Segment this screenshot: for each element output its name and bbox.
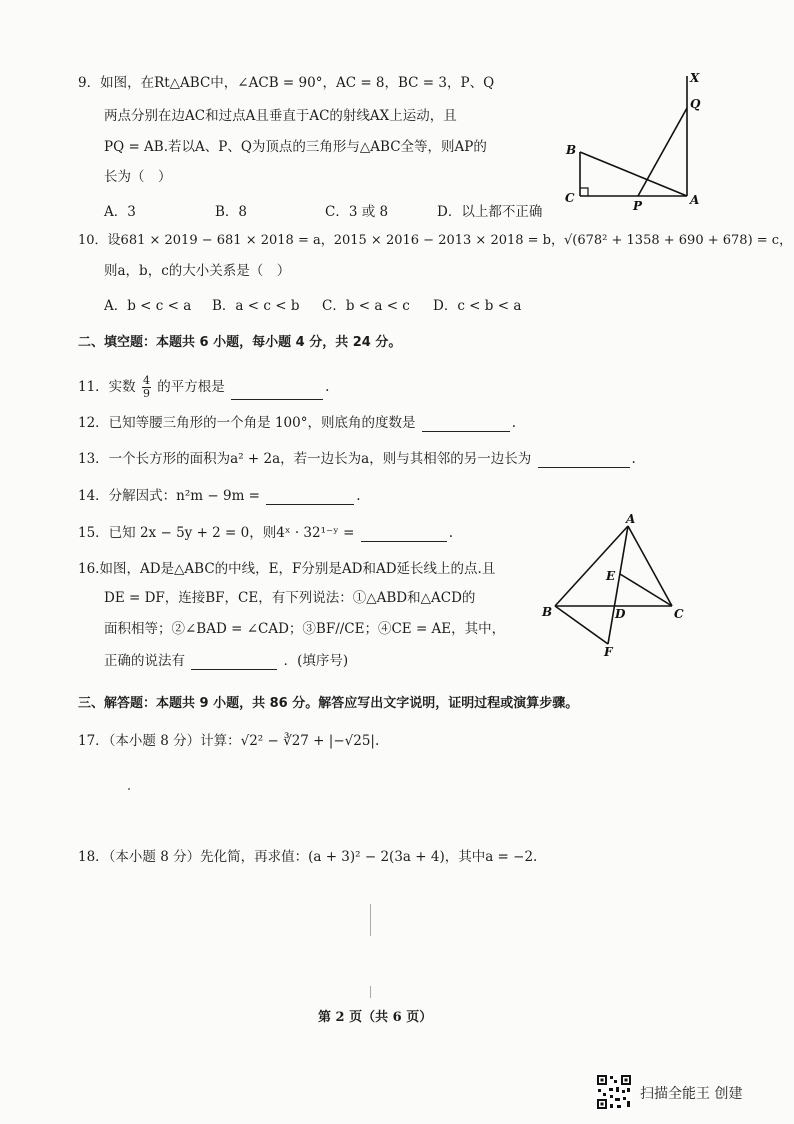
q11-fraction (142, 375, 151, 400)
q16-line-4 (104, 652, 348, 670)
q9-line-3: PQ = AB.若以A、P、Q为顶点的三角形与△ABC全等，则AP的 (104, 139, 487, 155)
q9-line-4: 长为（ ） (104, 169, 172, 185)
q9-line-2: 两点分别在边AC和过点A且垂直于AC的射线AX上运动，且 (104, 108, 457, 124)
q11-answer-blank[interactable] (231, 385, 323, 400)
q16-line-2: DE = DF，连接BF，CE，有下列说法：①△ABD和△ACD的 (104, 590, 476, 606)
q15-answer-blank[interactable] (361, 527, 447, 542)
q14-answer-blank[interactable] (266, 490, 354, 505)
q16-prefix: 正确的说法有 (104, 653, 185, 669)
right-angle-mark (580, 188, 588, 196)
q10-option-d: D．c < b < a (433, 298, 522, 314)
q12-text: 12．已知等腰三角形的一个角是 100°，则底角的度数是 (78, 415, 416, 431)
q12: 12．已知等腰三角形的一个角是 100°，则底角的度数是 . (78, 415, 517, 431)
q16-line-1: 16.如图，AD是△ABC的中线，E，F分别是AD和AD延长线上的点.且 (78, 561, 496, 577)
q12-answer-blank[interactable] (422, 417, 510, 432)
label-d: D (615, 607, 626, 621)
label-b: B (542, 605, 553, 619)
segment-ba (580, 152, 687, 196)
section-3-heading: 三、解答题：本题共 9 小题，共 86 分。解答应写出文字说明，证明过程或演算步骤。 (78, 696, 579, 711)
q9-line-1: 9．如图，在Rt△ABC中，∠ACB = 90°，AC = 8，BC = 3，P、Q (78, 75, 495, 91)
q9-option-a: A．3 (104, 204, 136, 220)
q11-suffix: 的平方根是 (157, 379, 225, 395)
label-e: E (606, 569, 616, 583)
label-f: F (604, 645, 613, 659)
q11-prefix: 11．实数 (78, 379, 136, 395)
q11-numerator: 4 (142, 374, 150, 387)
q15-text: 15．已知 2x − 5y + 2 = 0，则4ˣ · 32¹⁻ʸ = (78, 525, 355, 541)
q13-answer-blank[interactable] (538, 453, 630, 468)
page-footer: 第 2 页（共 6 页） (318, 1010, 433, 1025)
stray-dot (128, 788, 130, 790)
segment-ce (620, 574, 672, 606)
q16-triangle-figure (540, 512, 690, 662)
q13-text: 13．一个长方形的面积为a² + 2a，若一边长为a，则与其相邻的另一边长为 (78, 451, 532, 467)
q9-triangle-figure (560, 68, 720, 214)
scan-mark (370, 986, 371, 998)
label-x: X (690, 71, 700, 85)
q9-option-b: B．8 (215, 204, 248, 220)
segment-bf (555, 606, 608, 644)
segment-pq (638, 108, 687, 196)
scanner-watermark: 扫描全能王 创建 (640, 1086, 743, 1102)
q10-option-b: B．a < c < b (212, 298, 300, 314)
q16-line-3: 面积相等；②∠BAD = ∠CAD；③BF//CE；④CE = AE，其中， (104, 621, 506, 637)
q11: 11．实数 $\frac{4}{9}$ 的平方根是 . (78, 374, 330, 400)
q13: 13．一个长方形的面积为a² + 2a，若一边长为a，则与其相邻的另一边长为 . (78, 451, 636, 467)
q10-line-1: 10．设681 × 2019 − 681 × 2018 = a，2015 × 2016 − 2013 × 2018 = b，√(678² + 1358 + 690 + 678) = c， (78, 233, 793, 248)
q11-denominator: 9 (142, 387, 150, 400)
qr-code-icon (596, 1074, 632, 1110)
section-2-heading: 二、填空题：本题共 6 小题，每小题 4 分，共 24 分。 (78, 335, 402, 350)
scan-mark (370, 904, 371, 936)
q10-option-a: A．b < c < a (104, 298, 192, 314)
q10-option-c: C．b < a < c (322, 298, 410, 314)
label-c: C (674, 607, 684, 621)
q16-suffix: ．(填序号) (283, 653, 349, 669)
q18: 18．（本小题 8 分）先化简，再求值：(a + 3)² − 2(3a + 4)，其中a = −2. (78, 849, 538, 865)
label-b: B (566, 143, 577, 157)
label-c: C (565, 191, 575, 205)
label-a: A (690, 193, 700, 207)
label-a: A (626, 512, 636, 526)
q9-option-c: C．3 或 8 (325, 204, 389, 220)
label-q: Q (690, 97, 701, 111)
q15: 15．已知 2x − 5y + 2 = 0，则4ˣ · 32¹⁻ʸ = . (78, 525, 454, 541)
q16-answer-blank[interactable] (191, 655, 277, 670)
q14: 14．分解因式：n²m − 9m = . (78, 488, 361, 504)
label-p: P (633, 199, 643, 213)
q14-text: 14．分解因式：n²m − 9m = (78, 488, 260, 504)
q9-option-d: D．以上都不正确 (437, 204, 543, 220)
segment-ac (628, 526, 672, 606)
q17: 17．（本小题 8 分）计算：√2² − ∛27 + |−√25|. (78, 733, 380, 749)
q10-line-2: 则a，b，c的大小关系是（ ） (104, 263, 291, 279)
